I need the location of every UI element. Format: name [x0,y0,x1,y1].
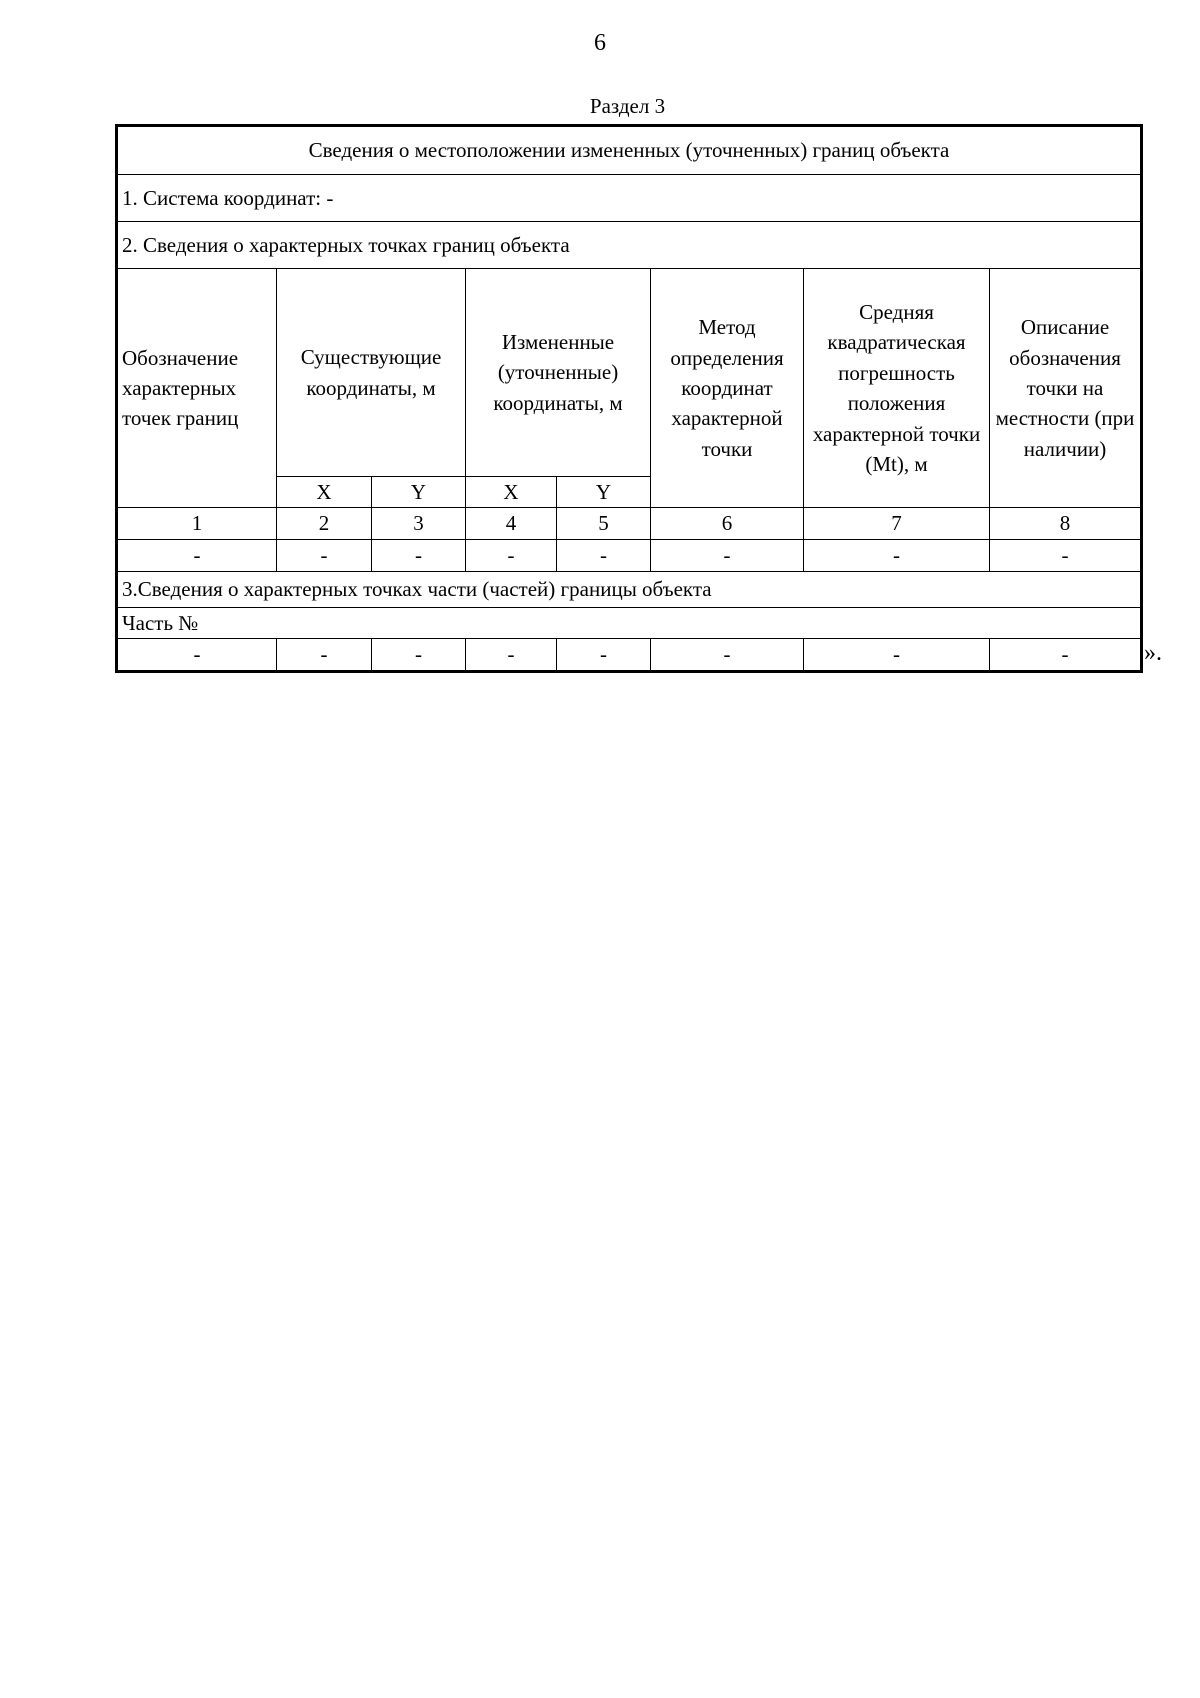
header-description: Описание обозначения точки на местности (при наличии) [990,269,1142,508]
table-cell: - [117,639,277,671]
column-number: 5 [557,508,651,539]
header-x-changed: X [466,477,557,508]
table-cell: - [557,639,651,671]
table-cell: - [651,539,804,571]
column-number: 4 [466,508,557,539]
coord-system-row: 1. Система координат: - [117,175,1142,222]
header-changed-coords: Измененные (уточненные) координаты, м [466,269,651,477]
header-designation: Обозначение характерных точек границ [117,269,277,508]
table-cell: - [804,539,990,571]
page-number: 6 [594,30,606,56]
table-cell: - [372,639,466,671]
boundary-table [115,124,1143,673]
column-number: 7 [804,508,990,539]
table-cell: - [557,539,651,571]
table-cell: - [277,539,372,571]
column-number: 6 [651,508,804,539]
header-x-existing: X [277,477,372,508]
points-heading-row: 2. Сведения о характерных точках границ объекта [117,222,1142,269]
header-y-changed: Y [557,477,651,508]
table-cell: - [117,539,277,571]
parts-heading-row: 3.Сведения о характерных точках части (частей) границы объекта [117,571,1142,607]
table-cell: - [990,539,1142,571]
table-cell: - [277,639,372,671]
table-title: Сведения о местоположении измененных (уточненных) границ объекта [117,126,1142,175]
table-cell: - [990,639,1142,671]
table-cell: - [466,539,557,571]
column-number: 2 [277,508,372,539]
closing-quote-mark: ». [1144,640,1162,666]
column-numbers-row [117,508,1142,539]
column-number: 1 [117,508,277,539]
points-data-row [117,539,1142,571]
header-error: Средняя квадратическая погрешность положения характерной точки (Mt), м [804,269,990,508]
column-number: 8 [990,508,1142,539]
table-cell: - [651,639,804,671]
table-cell: - [466,639,557,671]
table-cell: - [804,639,990,671]
parts-data-row [117,639,1142,671]
header-method: Метод определения координат характерной точки [651,269,804,508]
header-existing-coords: Существующие координаты, м [277,269,466,477]
section-title: Раздел 3 [589,94,666,118]
part-label-row: Часть № [117,607,1142,638]
table-cell: - [372,539,466,571]
header-y-existing: Y [372,477,466,508]
column-number: 3 [372,508,466,539]
